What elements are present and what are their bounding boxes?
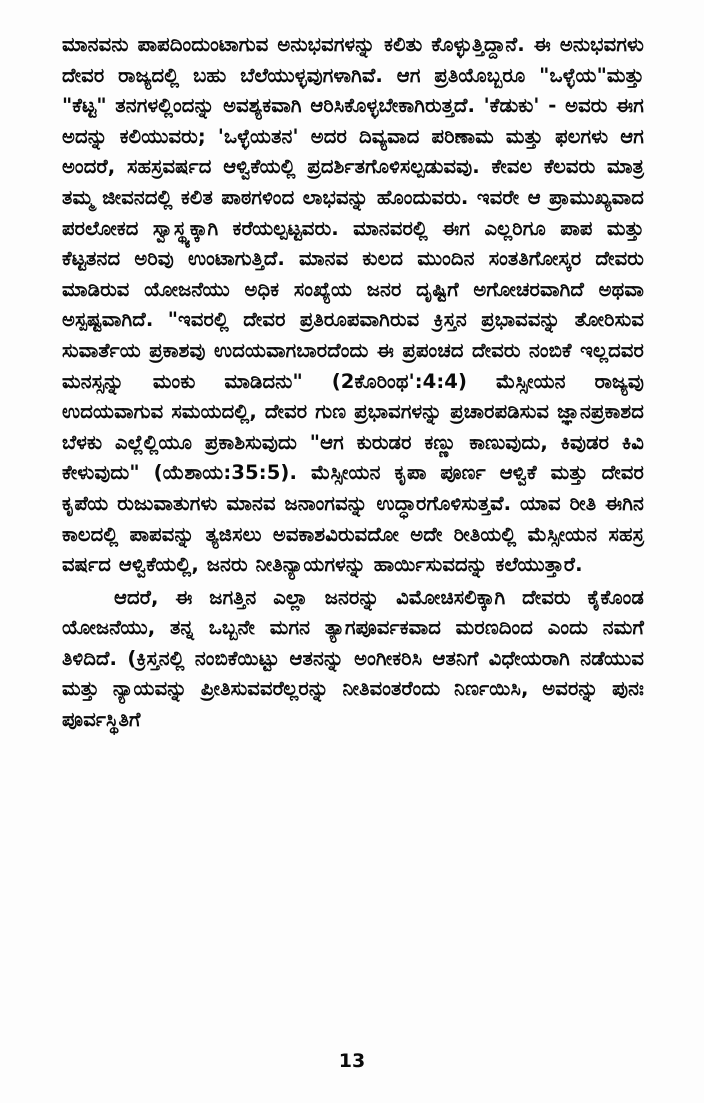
page-number: 13 [338, 1050, 366, 1072]
text-column [62, 30, 644, 736]
body-paragraph: ಮಾನವನು ಪಾಪದಿಂದುಂಟಾಗುವ ಅನುಭವಗಳನ್ನು ಕಲಿತು ಕೊಳ್ಳುತ್ತಿದ್ದಾನೆ. ಈ ಅನುಭವಗಳು ದೇವರ ರಾಜ್ಯದಲ್ಲಿ ಬಹು ಬೆಲೆಯುಳ್ಳವುಗಳಾಗಿವೆ. ಆಗ ಪ್ರತಿಯೊಬ್ಬರೂ "ಒಳ್ಳೆಯ"ಮತ್ತು "ಕೆಟ್ಟ" ತನಗಳಲ್ಲಿಂದನ್ನು ಅವಶ್ಯಕವಾಗಿ ಆರಿಸಿಕೊಳ್ಳಬೇಕಾಗಿರುತ್ತದೆ. 'ಕೆಡುಕು' - ಅವರು ಈಗ ಅದನ್ನು ಕಲಿಯುವರು; 'ಒಳ್ಳೆಯತನ' ಅದರ ದಿವ್ಯವಾದ ಪರಿಣಾಮ ಮತ್ತು ಫಲಗಳು ಆಗ ಅಂದರೆ, ಸಹಸ್ರವರ್ಷದ ಆಳ್ವಿಕೆಯಲ್ಲಿ ಪ್ರದರ್ಶಿತಗೊಳಿಸಲ್ಪಡುವವು. ಕೇವಲ ಕೆಲವರು ಮಾತ್ರ ತಮ್ಮ ಜೀವನದಲ್ಲಿ ಕಲಿತ ಪಾಠಗಳಿಂದ ಲಾಭವನ್ನು ಹೊಂದುವರು. ಇವರೇ ಆ ಪ್ರಾಮುಖ್ಯವಾದ ಪರಲೋಕದ ಸ್ವಾಸ್ಥ್ಯಕ್ಕಾಗಿ ಕರೆಯಲ್ಪಟ್ಟವರು. ಮಾನವರಲ್ಲಿ ಈಗ ಎಲ್ಲರಿಗೂ ಪಾಪ ಮತ್ತು ಕೆಟ್ಟತನದ ಅರಿವು ಉಂಟಾಗುತ್ತಿದೆ. ಮಾನವ ಕುಲದ ಮುಂದಿನ ಸಂತತಿಗೋಸ್ಕರ ದೇವರು ಮಾಡಿರುವ ಯೋಜನೆಯು ಅಧಿಕ ಸಂಖ್ಯೆಯ ಜನರ ದೃಷ್ಟಿಗೆ ಅಗೋಚರವಾಗಿದೆ ಅಥವಾ ಅಸ್ಪಷ್ಟವಾಗಿದೆ. "ಇವರಲ್ಲಿ ದೇವರ ಪ್ರತಿರೂಪವಾಗಿರುವ ಕ್ರಿಸ್ತನ ಪ್ರಭಾವವನ್ನು ತೋರಿಸುವ ಸುವಾರ್ತೆಯ ಪ್ರಕಾಶವು ಉದಯವಾಗಬಾರದೆಂದು ಈ ಪ್ರಪಂಚದ ದೇವರು ನಂಬಿಕೆ ಇಲ್ಲದವರ ಮನಸ್ಸನ್ನು ಮಂಕು ಮಾಡಿದನು" (2ಕೊರಿಂಥ':4:4) ಮೆಸ್ಸೀಯನ ರಾಜ್ಯವು ಉದಯವಾಗುವ ಸಮಯದಲ್ಲಿ, ದೇವರ ಗುಣ ಪ್ರಭಾವಗಳನ್ನು ಪ್ರಚಾರಪಡಿಸುವ ಜ್ಞಾನಪ್ರಕಾಶದ ಬೆಳಕು ಎಲ್ಲೆಲ್ಲಿಯೂ ಪ್ರಕಾಶಿಸುವುದು "ಆಗ ಕುರುಡರ ಕಣ್ಣು ಕಾಣುವುದು, ಕಿವುಡರ ಕಿವಿ ಕೇಳುವುದು" (ಯೆಶಾಯ:35:5). ಮೆಸ್ಸೀಯನ ಕೃಪಾ ಪೂರ್ಣ ಆಳ್ವಿಕೆ ಮತ್ತು ದೇವರ ಕೃಪೆಯ ರುಜುವಾತುಗಳು ಮಾನವ ಜನಾಂಗವನ್ನು ಉದ್ಧಾರಗೊಳಿಸುತ್ತವೆ. ಯಾವ ರೀತಿ ಈಗಿನ ಕಾಲದಲ್ಲಿ ಪಾಪವನ್ನು ತ್ಯಜಿಸಲು ಅವಕಾಶವಿರುವದೋ ಅದೇ ರೀತಿಯಲ್ಲಿ ಮೆಸ್ಸೀಯನ ಸಹಸ್ರ ವರ್ಷದ ಆಳ್ವಿಕೆಯಲ್ಲಿ, ಜನರು ನೀತಿನ್ಯಾಯಗಳನ್ನು ಹಾರ್ಯಿಸುವದನ್ನು ಕಲೆಯುತ್ತಾರೆ. [62, 33, 644, 577]
body-paragraph: ಆದರೆ, ಈ ಜಗತ್ತಿನ ಎಲ್ಲಾ ಜನರನ್ನು ವಿಮೋಚಿಸಲಿಕ್ಕಾಗಿ ದೇವರು ಕೈಕೊಂಡ ಯೋಜನೆಯು, ತನ್ನ ಒಬ್ಬನೇ ಮಗನ ತ್ಯಾಗಪೂರ್ವಕವಾದ ಮರಣದಿಂದ ಎಂದು ನಮಗೆ ತಿಳಿದಿದೆ. (ಕ್ರಿಸ್ತನಲ್ಲಿ ನಂಬಿಕೆಯಿಟ್ಟು ಆತನನ್ನು ಅಂಗೀಕರಿಸಿ ಆತನಿಗೆ ವಿಧೇಯರಾಗಿ ನಡೆಯುವ ಮತ್ತು ನ್ಯಾಯವನ್ನು ಪ್ರೀತಿಸುವವರೆಲ್ಲರನ್ನು ನೀತಿವಂತರೆಂದು ನಿರ್ಣಯಿಸಿ, ಅವರನ್ನು ಪುನಃ ಪೂರ್ವಸ್ಥಿತಿಗೆ [62, 585, 644, 732]
